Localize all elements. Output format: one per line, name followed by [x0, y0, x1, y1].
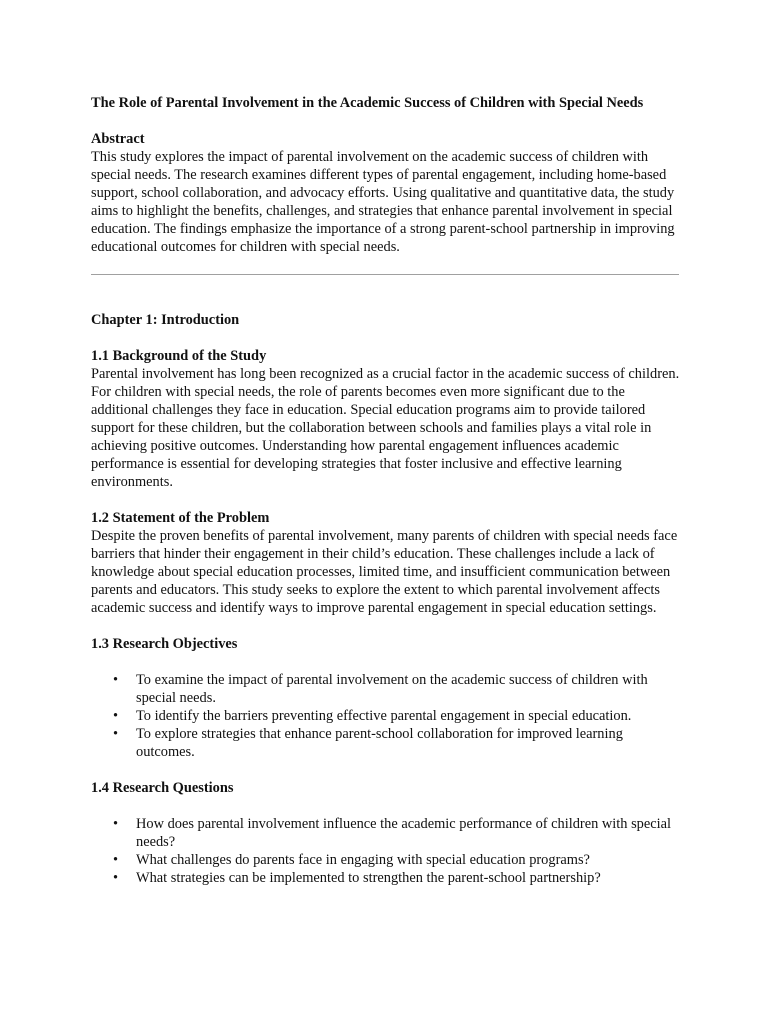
section-heading-questions: 1.4 Research Questions	[91, 780, 234, 796]
list-item	[91, 815, 681, 851]
section-heading-background: 1.1 Background of the Study	[91, 348, 267, 364]
section-text-background: Parental involvement has long been recognized as a crucial factor in the academic success of children. For children with special needs, the role of parents becomes even more significant due to the additional challenges they face in education. Special education programs aim to provide tailored support for these children, but the collaboration between schools and families plays a vital role in achieving positive outcomes. Understanding how parental engagement influences academic performance is essential for developing strategies that foster inclusive and effective learning environments.	[91, 366, 680, 490]
questions-list	[91, 815, 681, 887]
bullet-icon: •	[113, 672, 119, 688]
list-item-text: To identify the barriers preventing effective parental engagement in special education.	[136, 708, 632, 724]
bullet-icon: •	[113, 726, 119, 742]
document-title: The Role of Parental Involvement in the Academic Success of Children with Special Needs	[91, 95, 644, 111]
bullet-icon: •	[113, 816, 119, 832]
bullet-icon: •	[113, 870, 119, 886]
list-item-text: To examine the impact of parental involvement on the academic success of children with special needs.	[136, 672, 648, 706]
section-heading-problem: 1.2 Statement of the Problem	[91, 510, 270, 526]
bullet-icon: •	[113, 708, 119, 724]
abstract-heading: Abstract	[91, 131, 145, 147]
list-item	[91, 725, 681, 761]
list-item	[91, 707, 681, 725]
list-item	[91, 869, 681, 887]
list-item	[91, 851, 681, 869]
bullet-icon: •	[113, 852, 119, 868]
list-item	[91, 671, 681, 707]
abstract-text: This study explores the impact of parental involvement on the academic success of children with special needs. The research examines different types of parental engagement, including home-based support, school collaboration, and advocacy efforts. Using qualitative and quantitative data, the study aims to highlight the benefits, challenges, and strategies that enhance parental involvement in special education. The findings emphasize the importance of a strong parent-school partnership in improving educational outcomes for children with special needs.	[91, 149, 675, 255]
objectives-list	[91, 671, 681, 761]
section-text-problem: Despite the proven benefits of parental involvement, many parents of children with special needs face barriers that hinder their engagement in their child’s education. These challenges include a lack of knowledge about special education processes, limited time, and insufficient communication between parents and educators. This study seeks to explore the extent to which parental involvement affects academic success and identify ways to improve parental engagement in special education settings.	[91, 528, 678, 616]
list-item-text: What challenges do parents face in engaging with special education programs?	[136, 852, 590, 868]
section-heading-objectives: 1.3 Research Objectives	[91, 636, 238, 652]
section-divider	[91, 274, 679, 275]
list-item-text: How does parental involvement influence the academic performance of children with special needs?	[136, 816, 672, 850]
list-item-text: To explore strategies that enhance parent-school collaboration for improved learning outcomes.	[136, 726, 623, 760]
chapter-heading: Chapter 1: Introduction	[91, 312, 240, 328]
document-page	[91, 94, 681, 905]
list-item-text: What strategies can be implemented to strengthen the parent-school partnership?	[136, 870, 601, 886]
